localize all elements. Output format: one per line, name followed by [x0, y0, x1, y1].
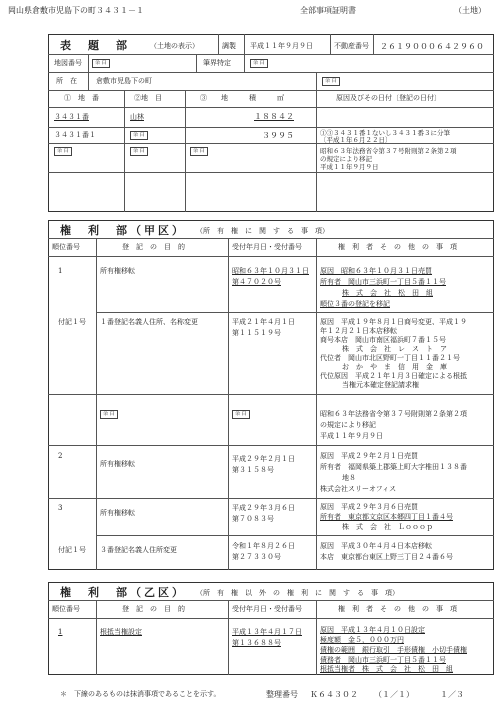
otsu-row1-k1: 原因 平成１３年４月１０日設定 [320, 626, 425, 634]
otsu-row1-mokuteki: 根抵当権設定 [100, 628, 142, 636]
ko-row3-mokuteki-stamp: 余 白 [100, 410, 118, 419]
otsu-col-jun: 順位番号 [52, 605, 80, 613]
property-address: 岡山県倉敷市児島下の町３４３１－１ [8, 6, 144, 15]
otsu-row1-k4: 債務者 岡山市三浜町一丁目５番１１号 [320, 656, 446, 664]
ko-row1-k3: 株 式 会 社 松 田 組 [342, 289, 433, 297]
ko-row2-uke1: 平成２１年４月１日 [232, 318, 295, 326]
ko-row5-k1: 原因 平成２９年３月６日売買 [320, 503, 418, 511]
otsu-col-mokuteki: 登 記 の 目 的 [122, 605, 185, 613]
ko-row4-mokuteki: 所有権移転 [100, 460, 135, 468]
fudosan-label: 不動産番号 [334, 42, 369, 50]
ko-row3-uke-stamp: 余 白 [232, 410, 250, 419]
ko-row3-k2: の規定により移記 [320, 421, 376, 429]
ko-row2-mokuteki: １番登記名義人住所、名称変更 [100, 318, 198, 326]
col-chiseki: ③ 地 積 ㎡ [200, 94, 284, 102]
ko-row4-k1: 原因 平成２９年２月１日売買 [320, 452, 418, 460]
ko-row5-jun: 3 [58, 504, 63, 512]
ko-row5-uke1: 平成２９年３月６日 [232, 504, 295, 512]
ko-row1-uke2: 第４７０２０号 [232, 278, 281, 286]
ko-col-kenrisha: 権 利 者 そ の 他 の 事 項 [338, 243, 457, 251]
chosei-label: 調製 [222, 42, 236, 50]
fudosan-value: ２６１９０００６４２９６０ [380, 42, 484, 51]
ko-row4-k2: 所有者 福岡県築上郡築上町大字椎田１３８番 [320, 463, 467, 471]
ko-row3-k1: 昭和６３年法務省令第３７号附則第２条第２項 [320, 410, 467, 418]
ko-row2-k8: 当権元本確定登記請求権 [342, 381, 419, 389]
ko-row4-uke2: 第３１５８号 [232, 466, 274, 474]
kenri-otsu-title: 権 利 部（乙区） [60, 586, 186, 599]
ko-row6-uke1: 令和１年８月２６日 [232, 542, 295, 550]
footer-note: ＊ 下線のあるものは抹消事項であることを示す。 [60, 690, 221, 698]
ko-row2-k6: お か や ま 信 用 金 庫 [342, 363, 447, 371]
chosei-value: 平成１１年９月９日 [250, 42, 313, 50]
ko-row2-k2: 年１２月２１日本店移転 [320, 327, 397, 335]
otsu-col-kenrisha: 権 利 者 そ の 他 の 事 項 [338, 605, 457, 613]
shozai-label: 所 在 [56, 77, 77, 85]
ko-row1-uke1: 昭和６３年１０月３１日 [232, 267, 309, 275]
ko-row4-k3: 地８ [342, 474, 356, 482]
otsu-row1-uke2: 第１３６８８号 [232, 639, 281, 647]
col-genin: 原因及びその日付〔登記の日付〕 [336, 94, 441, 102]
kenri-ko-title: 権 利 部（甲区） [60, 224, 186, 237]
ko-row2-k3: 商号本店 岡山市南区福浜町７番１５号 [320, 336, 446, 344]
ko-col-uketsuke: 受付年月日・受付番号 [232, 243, 302, 251]
genin-row2-line2: 〔平成１年６月２２日〕 [320, 136, 392, 144]
ko-col-jun: 順位番号 [52, 243, 80, 251]
genin-row2-line1: ①③３４３１番１ないし３４３１番３に分筆 [320, 129, 450, 137]
ko-row6-jun: 付記１号 [58, 546, 86, 554]
chiban-row2: ３４３１番１ [54, 131, 96, 139]
ko-col-mokuteki: 登 記 の 目 的 [122, 243, 185, 251]
ko-row5-mokuteki: 所有権移転 [100, 509, 135, 517]
hyodai-section [48, 34, 494, 212]
ko-row1-k2: 所有者 岡山市三浜町一丁目５番１１号 [320, 278, 446, 286]
page-absolute: １／３ [440, 690, 464, 699]
ko-row2-k7: 代位原因 平成２１年１月３日確定による根抵 [320, 372, 467, 380]
genin-row3-line1: 昭和６３年法務省令第３７号附則第２条第２項 [320, 147, 457, 155]
ko-row5-k3: 株 式 会 社 Ｌｏｏｏｐ [342, 523, 433, 531]
otsu-row1-jun: 1 [58, 628, 63, 636]
chiban-row1: ３４３１番 [54, 113, 89, 121]
otsu-row1-uke1: 平成１３年４月１７日 [232, 628, 302, 636]
ko-row6-mokuteki: ３番登記名義人住所変更 [100, 546, 177, 554]
page-relative: （１／１） [374, 690, 414, 699]
kenri-otsu-subtitle: （所 有 権 以 外 の 権 利 に 関 す る 事 項） [196, 589, 399, 597]
col-chiban: ① 地 番 [64, 94, 99, 102]
otsu-row1-k3: 債権の範囲 銀行取引 手形債権 小切手債権 [320, 646, 467, 654]
chimoku-row3-stamp: 余 白 [130, 147, 148, 156]
chiban-row3-stamp: 余 白 [54, 147, 72, 156]
ko-row4-k4: 株式会社スリーオフィス [320, 485, 397, 493]
genin-row3-line3: 平成１１年９月９日 [320, 163, 379, 171]
otsu-row1-k2: 極度額 金５，０００万円 [320, 636, 404, 644]
document-type: （土地） [454, 6, 486, 15]
ko-row2-k1: 原因 平成１９年８月１日商号変更、平成１９ [320, 318, 467, 326]
shozai-value: 倉敷市児島下の町 [96, 77, 152, 85]
seiri-value: Ｋ６４３０２ [310, 690, 358, 699]
ko-row2-k4: 株 式 会 社 レ ス ト ア [342, 345, 447, 353]
ko-row5-uke2: 第７０８３号 [232, 515, 274, 523]
shozai-stamp: 余 白 [322, 77, 340, 86]
ko-row1-k1: 原因 昭和６３年１０月３１日売買 [320, 267, 432, 275]
ko-row2-uke2: 第１１５１９号 [232, 329, 281, 337]
chiseki-row3-stamp: 余 白 [190, 147, 208, 156]
ko-row6-k1: 原因 平成３０年４月４日本店移転 [320, 542, 432, 550]
kenri-ko-subtitle: （所 有 権 に 関 す る 事 項） [196, 227, 329, 235]
ko-row4-jun: 2 [58, 452, 63, 460]
col-chimoku: ②地 目 [134, 94, 162, 102]
ko-row1-mokuteki: 所有権移転 [100, 267, 135, 275]
chiseki-row1: １８８４２ [254, 112, 294, 121]
chimoku-row2-stamp: 余 白 [130, 131, 148, 140]
genin-row3-line2: の規定により移記 [320, 155, 372, 163]
chimoku-row1: 山林 [130, 113, 144, 121]
ko-row2-k5: 代位者 岡山市北区野町一丁目１１番２１号 [320, 354, 460, 362]
ko-row1-jun: 1 [58, 267, 63, 275]
otsu-col-uketsuke: 受付年月日・受付番号 [232, 605, 302, 613]
seiri-label: 整理番号 [266, 690, 298, 699]
ko-row2-jun: 付記１号 [58, 318, 86, 326]
ko-row6-uke2: 第２７３３０号 [232, 553, 281, 561]
chizu-stamp: 余 白 [92, 59, 110, 68]
ko-row4-uke1: 平成２９年２月１日 [232, 455, 295, 463]
hyodai-subtitle: （土地の表示） [150, 42, 199, 50]
hissu-stamp: 余 白 [250, 59, 268, 68]
otsu-row1-k5: 根抵当権者 株 式 会 社 松 田 組 [320, 665, 453, 673]
chizu-label: 地図番号 [54, 59, 82, 67]
document-title: 全部事項証明書 [300, 6, 356, 15]
ko-row6-k2: 本店 東京都台東区上野三丁目２４番６号 [320, 553, 453, 561]
ko-row5-k2: 所有者 東京都文京区本郷四丁目１番４号 [320, 513, 453, 521]
ko-row1-k4: 順位３番の登記を移記 [320, 300, 390, 308]
ko-row3-k3: 平成１１年９月９日 [320, 432, 383, 440]
chiseki-row2: ３９９５ [262, 131, 294, 140]
hissu-label: 筆界特定 [203, 59, 231, 67]
hyodai-title: 表 題 部 [60, 39, 130, 52]
